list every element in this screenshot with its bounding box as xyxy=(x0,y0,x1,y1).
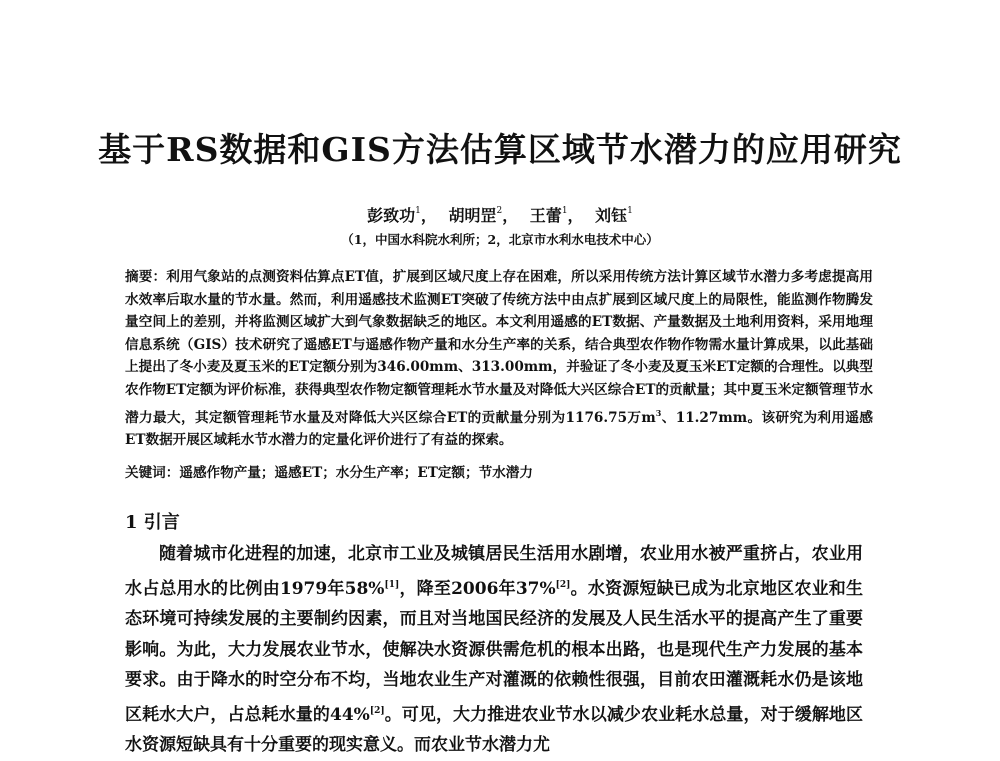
author-separator: ， xyxy=(420,206,437,225)
citation-ref: [2] xyxy=(555,579,571,590)
abstract-label: 摘要： xyxy=(125,269,167,285)
keywords xyxy=(125,463,873,483)
author-name: 王蕾 xyxy=(529,206,562,225)
abstract-text-continued: 、11.27mm。该研究为利用遥感ET数据开展区域耗水节水潜力的定量化评价进行了有益的探索。 xyxy=(125,409,873,449)
author-affiliation-mark: 2 xyxy=(496,206,503,216)
paragraph-text: 。水资源短缺已成为北京地区农业和生态环境可持续发展的主要制约因素，而且对当地国民经济的发展及人民生活水平的提高产生了重要影响。为此，大力发展农业节水，使解决水资源供需危机的根本出路，也是现代生产力发展的基本要求。由于降水的时空分布不均，当地农业生产对灌溉的依赖性很强，目前农田灌溉耗水仍是该地区耗水大户，占总耗水量的44% xyxy=(125,578,864,725)
keywords-text: 遥感作物产量；遥感ET；水分生产率；ET定额；节水潜力 xyxy=(179,465,533,481)
author-affiliation-mark: 1 xyxy=(627,206,633,216)
author-separator: ， xyxy=(502,206,519,225)
abstract xyxy=(125,266,873,452)
keywords-label: 关键词： xyxy=(125,465,180,481)
paper-title: 基于RS数据和GIS方法估算区域节水潜力的应用研究 xyxy=(98,130,902,169)
author-separator: ， xyxy=(567,206,584,225)
author-name: 刘钰 xyxy=(595,206,628,225)
author-name: 彭致功 xyxy=(367,206,416,225)
citation-ref: [2] xyxy=(369,705,385,716)
paragraph-text: ，降至2006年37% xyxy=(399,578,556,599)
section-heading: 1 引言 xyxy=(125,512,180,533)
author-name: 胡明罡 xyxy=(448,206,497,225)
paragraph-text: 随着城市化进程的加速，北京市工业及城镇居民生活用水剧增，农业用水被严重挤占，农业用水占总用水的比例由1979年58% xyxy=(125,544,863,599)
citation-ref: [1] xyxy=(384,579,400,590)
paragraph-text: 。可见，大力推进农业节水以减少农业耗水总量，对于缓解地区水资源短缺具有十分重要的现实意义。而农业节水潜力尤 xyxy=(125,704,864,755)
body-paragraph xyxy=(125,539,863,761)
author-list xyxy=(0,203,1000,226)
author-affiliation-mark: 1 xyxy=(415,206,421,216)
unit-superscript: 3 xyxy=(655,407,662,418)
abstract-text: 利用气象站的点测资料估算点ET值，扩展到区域尺度上存在困难，所以采用传统方法计算区域节水潜力多考虑提高用水效率后取水量的节水量。然而，利用遥感技术监测ET突破了传统方法中由点扩展到区域尺度上的局限性，能监测作物腾发量空间上的差别，并将监测区域扩大到气象数据缺乏的地区。本文利用遥感的ET数据、产量数据及土地利用资料，采用地理信息系统（GIS）技术研究了遥感ET与遥感作物产量和水分生产率的关系，结合典型农作物作物需水量计算成果，以此基础上提出了冬小麦及夏玉米的ET定额分别为346.00mm、313.00mm，并验证了冬小麦及夏玉米ET定额的合理性。以典型农作物ET定额为评价标准，获得典型农作物定额管理耗水节水量及对降低大兴区综合ET的贡献量；其中夏玉米定额管理节水潜力最大，其定额管理耗节水量及对降低大兴区综合ET的贡献量分别为1176.75万m xyxy=(125,269,873,426)
affiliations: （1，中国水科院水利所；2，北京市水利水电技术中心） xyxy=(341,232,659,247)
author-affiliation-mark: 1 xyxy=(561,206,568,216)
